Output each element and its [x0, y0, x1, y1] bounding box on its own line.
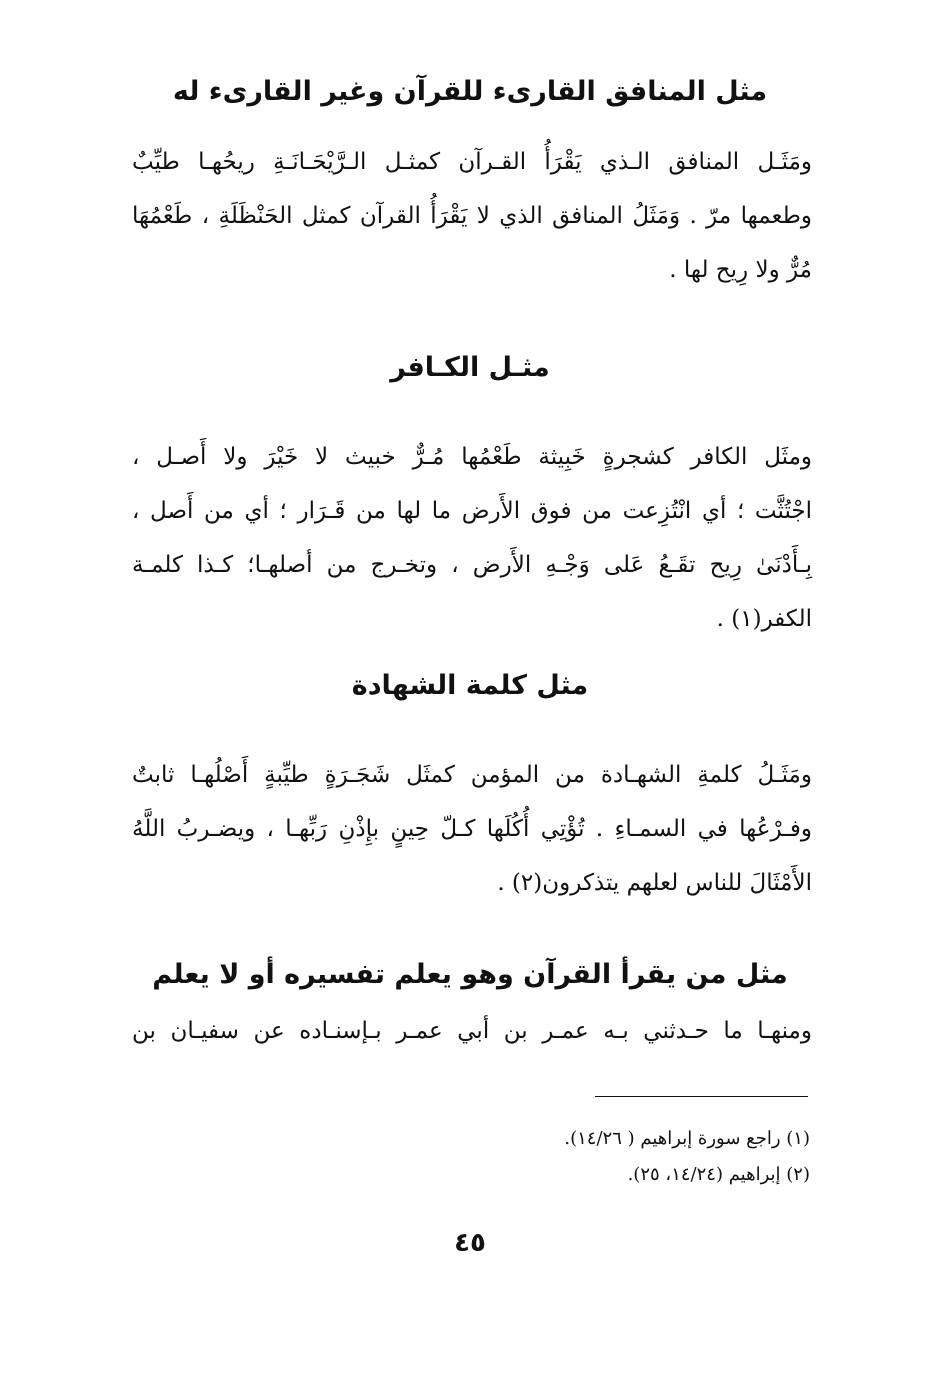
footnote-separator [595, 1096, 808, 1097]
text-line: وفـرْعُها في السمـاءِ . تُؤْتِي أُكُلَها كـلّ حِينٍ بإِذْنِ رَبِّهـا ، ويضـربُ اللَّهُ [132, 816, 812, 842]
section-heading-quran-reader: مثل من يقرأ القرآن وهو يعلم تفسيره أو لا يعلم [152, 959, 788, 990]
section-heading-disbeliever: مثـل الكـافر [390, 352, 550, 383]
text-line: ومنهـا ما حـدثني بـه عمـر بن أبي عمـر بـإسنـاده عن سفيـان بن [132, 1018, 812, 1044]
text-line: بِـأَدْنَىٰ رِيح تقَـعُ عَلى وَجْـهِ الأَرض ، وتخـرج من أصلهـا؛ كـذا كلمـة [132, 552, 812, 578]
text-line: وطعمها مرّ . وَمَثَلُ المنافق الذي لا يَقْرَأُ القرآن كمثل الحَنْظَلَةِ ، طَعْمُهَا [132, 203, 812, 229]
paragraph-quran-reader [132, 1004, 812, 1058]
text-line: ومثَل الكافر كشجرةٍ خَبِيثة طَعْمُها مُـرٌّ خبيث لا خَيْرَ ولا أَصـل ، [132, 444, 812, 470]
section-heading-shahada: مثل كلمة الشهادة [351, 670, 589, 701]
page-number: ٤٥ [454, 1228, 486, 1258]
text-line: اجْتُثَّت ؛ أي انْتُزِعت من فوق الأَرض ما لها من قَـرَار ؛ أي من أَصل ، [132, 498, 812, 524]
paragraph-disbeliever [132, 430, 812, 646]
text-line: مُرٌّ ولا رِيح لها . [669, 257, 812, 283]
text-line: ومَثَـل المنافق الـذي يَقْرَأُ القـرآن كمثـل الـرَّيْحَـانَـةِ ريحُهـا طيِّبٌ [132, 149, 812, 175]
paragraph-shahada [132, 748, 812, 910]
footnote-1: (١) راجع سورة إبراهيم ( ١٤/٢٦). [564, 1128, 810, 1149]
text-line: ومَثَـلُ كلمةِ الشهـادة من المؤمن كمثَل شَجَـرَةٍ طيِّبةٍ أَصْلُهـا ثابتٌ [132, 762, 812, 788]
section-heading-hypocrite: مثل المنافق القارىء للقرآن وغير القارىء له [172, 76, 768, 107]
text-line: الكفر(١) . [716, 606, 812, 632]
footnote-2: (٢) إبراهيم (١٤/٢٤، ٢٥). [627, 1164, 810, 1185]
text-line: الأَمْثَالَ للناس لعلهم يتذكرون(٢) . [497, 870, 812, 896]
paragraph-hypocrite [132, 135, 812, 297]
